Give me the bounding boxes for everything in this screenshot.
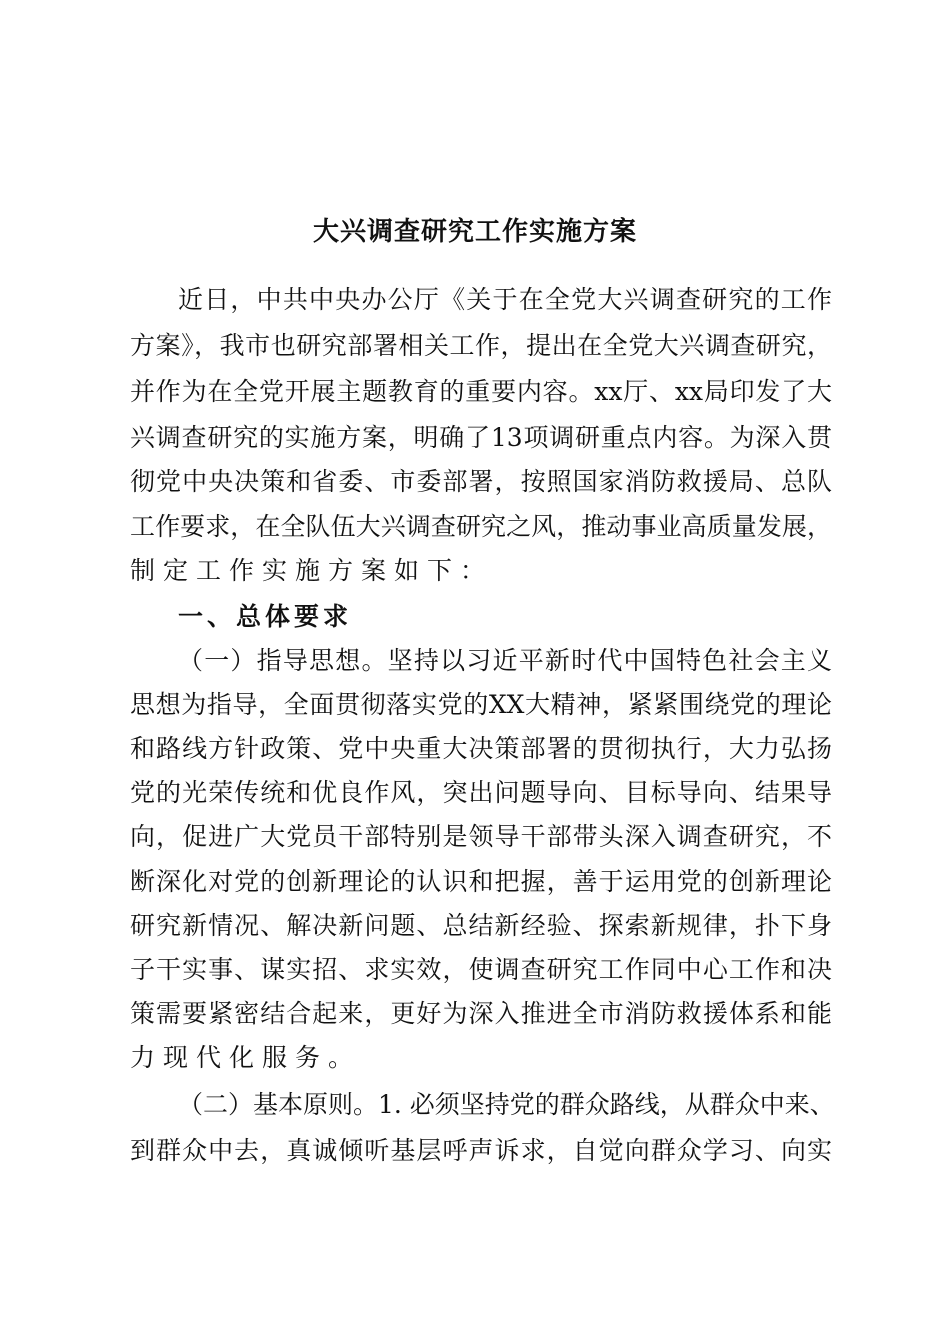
paragraph-line: 力现代化服务。 (130, 1043, 362, 1072)
paragraph-line: 工作要求，在全队伍大兴调查研究之风，推动事业高质量发展， (130, 512, 832, 541)
paragraph-line: 到群众中去，真诚倾听基层呼声诉求，自觉向群众学习、向实 (130, 1136, 832, 1165)
paragraph-line: 兴调查研究的实施方案，明确了13项调研重点内容。为深入贯 (130, 423, 832, 452)
paragraph-line: （二）基本原则。1. 必须坚持党的群众路线，从群众中来、 (178, 1090, 835, 1119)
paragraph-line: 和路线方针政策、党中央重大决策部署的贯彻执行，大力弘扬 (130, 734, 832, 763)
paragraph-line: 子干实事、谋实招、求实效，使调查研究工作同中心工作和决 (130, 955, 832, 984)
paragraph-line: 断深化对党的创新理论的认识和把握，善于运用党的创新理论 (130, 867, 832, 896)
paragraph-line: 近日，中共中央办公厅《关于在全党大兴调查研究的工作 (178, 285, 832, 314)
paragraph-line: 制定工作实施方案如下： (130, 556, 494, 585)
paragraph-line: 方案》，我市也研究部署相关工作，提出在全党大兴调查研究， (130, 331, 832, 360)
paragraph-line: 并作为在全党开展主题教育的重要内容。xx厅、xx局印发了大 (130, 377, 832, 406)
document-title: 大兴调查研究工作实施方案 (312, 217, 637, 247)
paragraph-line: 彻党中央决策和省委、市委部署，按照国家消防救援局、总队 (130, 467, 832, 496)
paragraph-line: 党的光荣传统和优良作风，突出问题导向、目标导向、结果导 (130, 778, 832, 807)
paragraph-line: 研究新情况、解决新问题、总结新经验、探索新规律，扑下身 (130, 911, 832, 940)
paragraph-line: 策需要紧密结合起来，更好为深入推进全市消防救援体系和能 (130, 999, 832, 1028)
paragraph-line: 思想为指导，全面贯彻落实党的XX大精神，紧紧围绕党的理论 (130, 690, 832, 719)
paragraph-line: 向，促进广大党员干部特别是领导干部带头深入调查研究，不 (130, 822, 832, 851)
paragraph-line: （一）指导思想。坚持以习近平新时代中国特色社会主义 (178, 646, 832, 675)
section-heading: 一、总体要求 (178, 602, 353, 631)
